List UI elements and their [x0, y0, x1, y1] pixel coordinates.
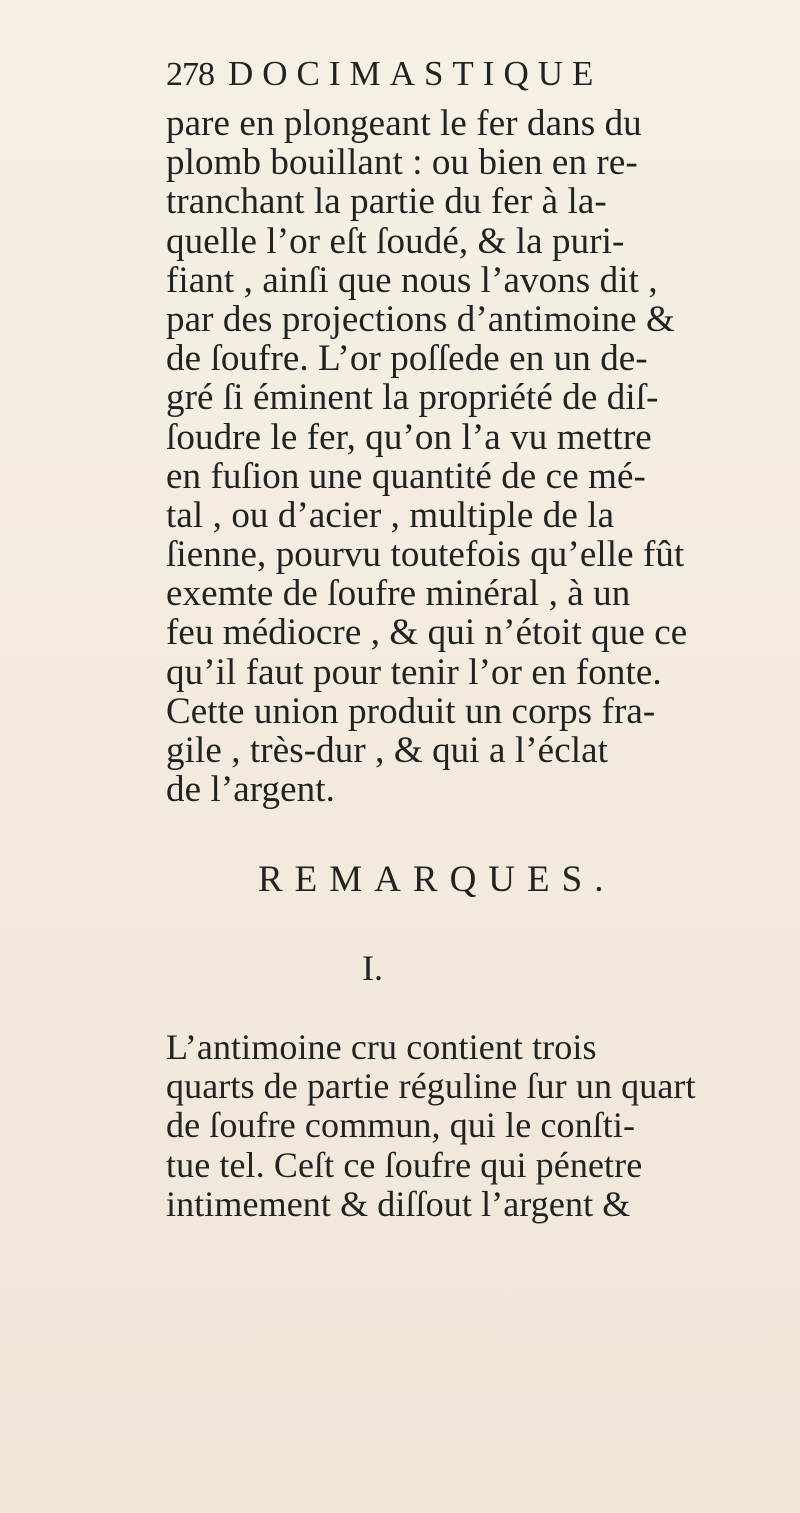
text-line: tranchant la partie du fer à la- [166, 181, 607, 223]
text-line: L’antimoine cru contient trois [166, 1027, 597, 1067]
text-line: fiant , ainſi que nous l’avons dit , [166, 259, 658, 301]
running-head: DOCIMASTIQUE [228, 54, 603, 93]
paragraph-1 [166, 104, 766, 809]
text-line: Cette union produit un corps fra- [166, 690, 656, 732]
page-header [166, 54, 602, 94]
text-line: quelle l’or eſt ſoudé, & la puri- [166, 220, 625, 262]
text-line: de ſoufre commun, qui le conſti- [166, 1105, 636, 1146]
text-line: ſoudre le fer, qu’on l’a vu mettre [166, 416, 652, 458]
section-number: I. [362, 948, 383, 988]
text-line: par des projections d’antimoine & [166, 298, 675, 340]
page-number: 278 [166, 56, 214, 93]
text-line: de l’argent. [166, 769, 336, 811]
text-line: quarts de partie réguline ſur un quart [166, 1066, 696, 1107]
text-line: pare en plongeant le fer dans du [166, 103, 642, 144]
text-line: plomb bouillant : ou bien en re- [166, 142, 638, 184]
text-line: tal , ou d’acier , multiple de la [166, 494, 615, 536]
text-line: exemte de ſoufre minéral , à un [166, 573, 631, 615]
text-line: gile , très-dur , & qui a l’éclat [166, 730, 609, 771]
text-line: feu médiocre , & qui n’étoit que ce [166, 612, 688, 654]
text-line: gré ſi éminent la propriété de diſ- [166, 377, 659, 419]
paragraph-2 [166, 1028, 766, 1224]
text-line: de ſoufre. L’or poſſede en un de- [166, 338, 648, 380]
text-line: en fuſion une quantité de ce mé- [166, 455, 646, 497]
text-line: tue tel. Ceſt ce ſoufre qui pénetre [166, 1144, 643, 1185]
text-line: qu’il faut pour tenir l’or en fonte. [166, 651, 662, 693]
text-line: ſienne, pourvu toutefois qu’elle fût [166, 534, 685, 576]
text-line: intimement & diſſout l’argent & [166, 1183, 631, 1224]
section-heading: REMARQUES. [258, 859, 616, 900]
